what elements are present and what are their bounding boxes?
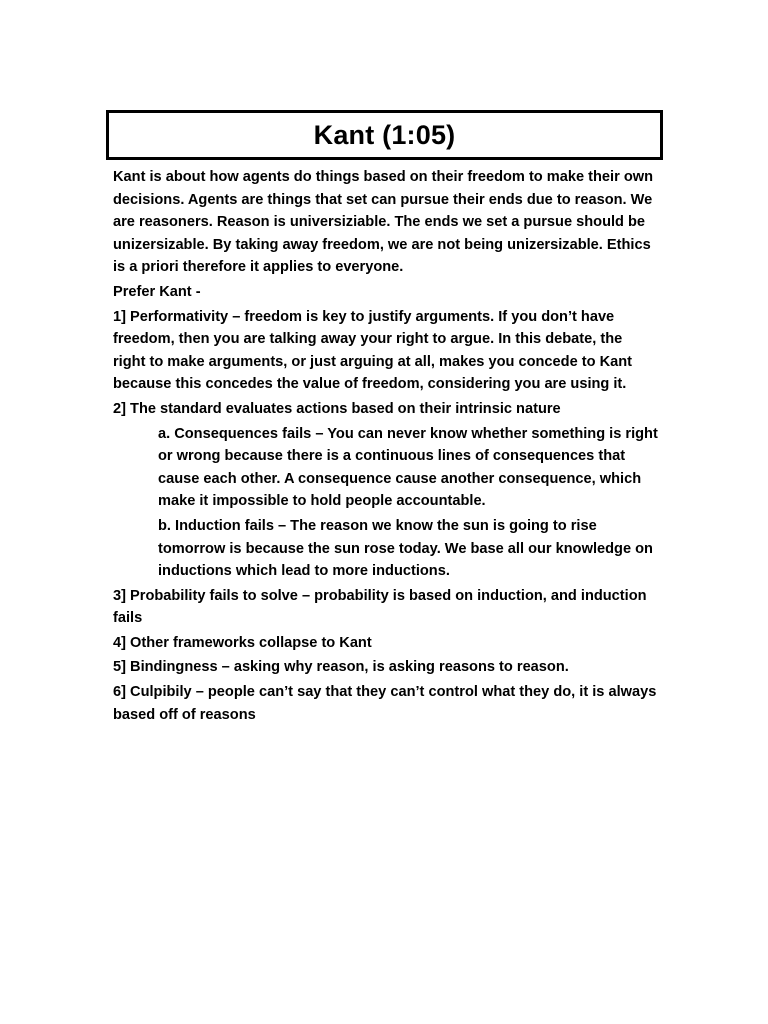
intro-paragraph: Kant is about how agents do things based on their freedom to make their own decisions. Agents are things that set can pursue their ends due to reason. We are reasoners. Reason is universiziable. The ends we set a pursue should be unizersizable. By taking away freedom, we are not being unizersizable. Ethics is a priori therefore it applies to everyone. bbox=[113, 169, 654, 276]
point-2: 2] The standard evaluates actions based on their intrinsic nature bbox=[113, 400, 561, 417]
point-3: 3] Probability fails to solve – probability is based on induction, and induction fails bbox=[113, 587, 647, 627]
point-2b: b. Induction fails – The reason we know the sun is going to rise tomorrow is because the sun rose today. We base all our knowledge on inductions which lead to more inductions. bbox=[158, 517, 653, 580]
point-6: 6] Culpibily – people can’t say that they can’t control what they do, it is always based off of reasons bbox=[113, 684, 657, 723]
page-title: Kant (1:05) bbox=[313, 119, 456, 150]
point-2a: a. Consequences fails – You can never know whether something is right or wrong because there is a continuous lines of consequences that cause each other. A consequence cause another consequence, which make it impossible to hold people accountable. bbox=[158, 425, 658, 510]
point-1: 1] Performativity – freedom is key to justify arguments. If you don’t have freedom, then you are talking away your right to argue. In this debate, the right to make arguments, or just arguing at all, makes you concede to Kant because this concedes the value of freedom, considering you are using it. bbox=[113, 308, 632, 393]
title-box bbox=[106, 110, 663, 160]
point-4: 4] Other frameworks collapse to Kant bbox=[113, 634, 372, 651]
document-body bbox=[113, 166, 658, 728]
prefer-heading: Prefer Kant - bbox=[113, 283, 201, 300]
point-5: 5] Bindingness – asking why reason, is asking reasons to reason. bbox=[113, 659, 569, 676]
